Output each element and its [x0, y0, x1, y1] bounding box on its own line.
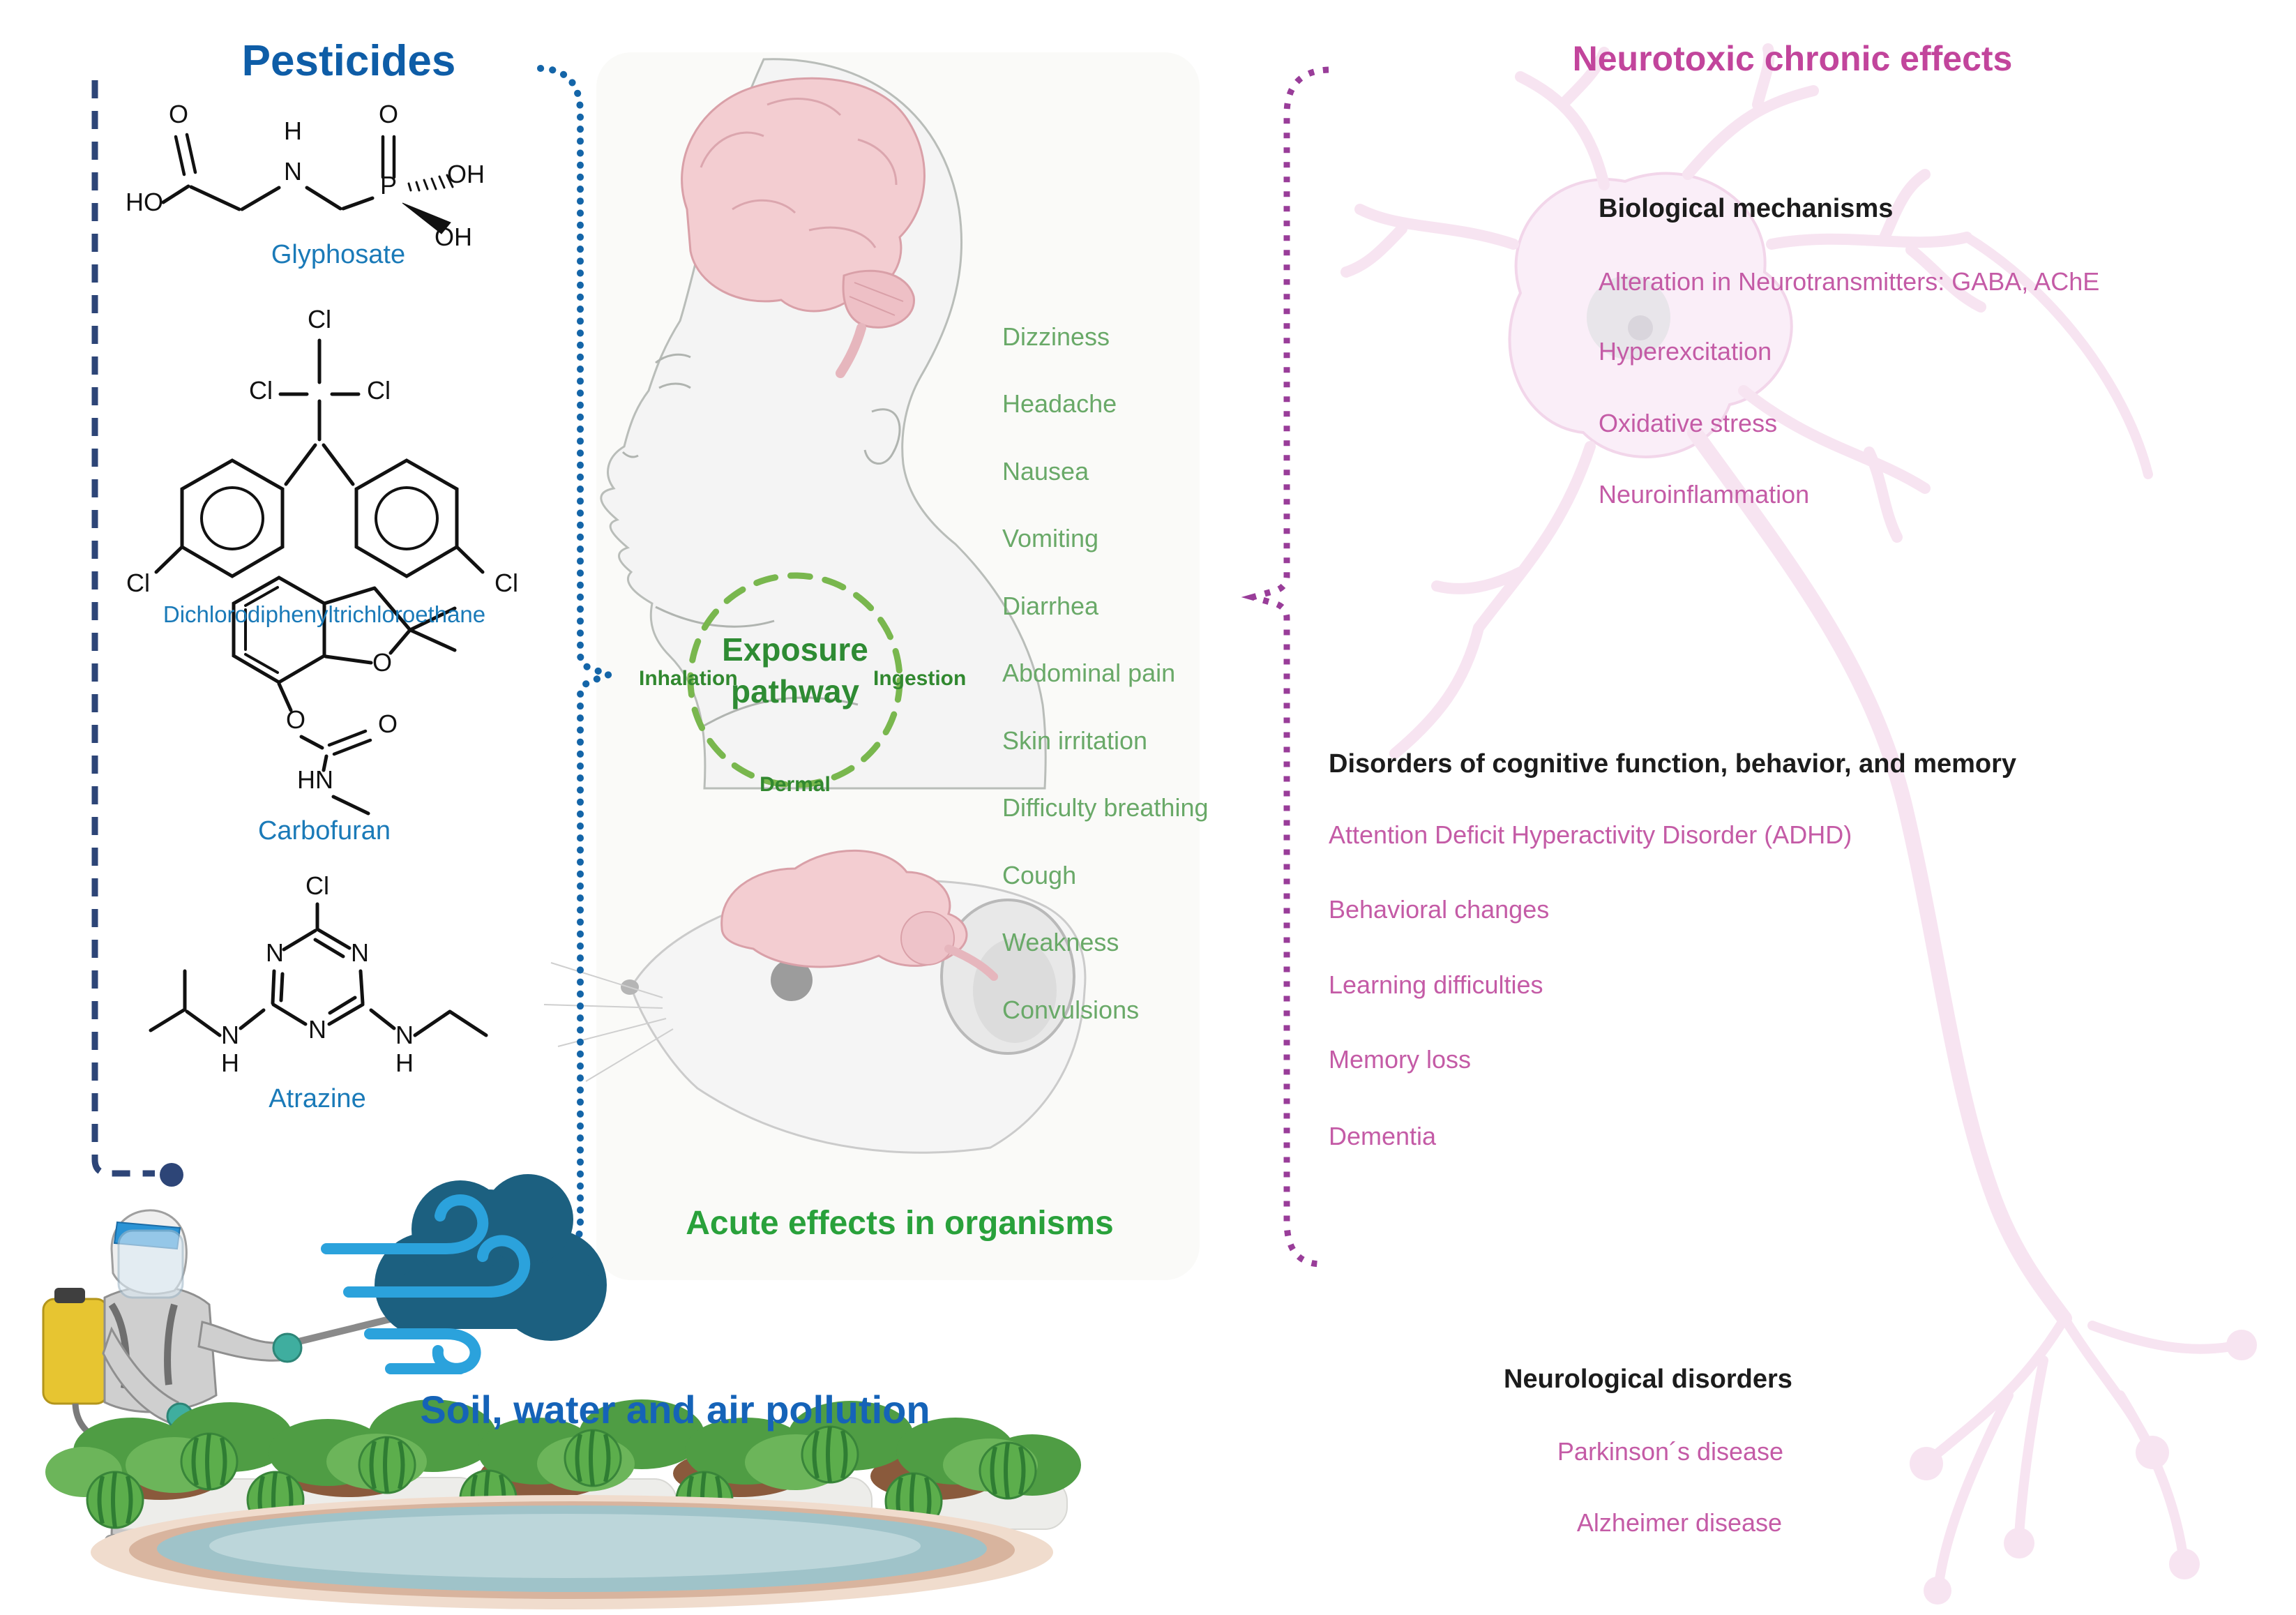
bio-mechanism-item: Oxidative stress	[1599, 409, 1778, 437]
atom-label: O	[377, 709, 398, 738]
atom-label: HN	[297, 765, 333, 794]
atom-label: Cl	[367, 376, 391, 405]
atom-label: N	[284, 157, 302, 186]
bio-mechanism-item: Hyperexcitation	[1599, 337, 1772, 366]
atom-label: N	[221, 1021, 239, 1049]
atom-label: H	[221, 1049, 239, 1077]
acute-effect-item: Nausea	[1002, 457, 1089, 486]
glyphosate-structure	[126, 100, 485, 251]
cognitive-item: Attention Deficit Hyperactivity Disorder (ADHD)	[1329, 820, 1852, 849]
ingestion-label: Ingestion	[873, 667, 967, 690]
atom-label: O	[378, 100, 399, 128]
ddt-structure	[126, 305, 518, 597]
atom-label: O	[372, 648, 393, 677]
pesticides-title: Pesticides	[241, 37, 456, 85]
atom-label: N	[351, 938, 369, 967]
pond	[91, 1495, 1053, 1609]
atom-label: HO	[126, 188, 163, 216]
atom-label: O	[285, 705, 306, 734]
atom-label: Cl	[308, 305, 331, 333]
neurotoxic-title: Neurotoxic chronic effects	[1572, 39, 2013, 78]
atom-label: Cl	[494, 569, 518, 597]
neurological-disorders-title: Neurological disorders	[1504, 1365, 1792, 1394]
atom-label: O	[168, 100, 189, 128]
face-shield	[119, 1231, 183, 1298]
atom-label: N	[308, 1015, 326, 1044]
molecule-label-carbofuran: Carbofuran	[257, 816, 391, 846]
bio-mechanism-item: Neuroinflammation	[1599, 480, 1810, 509]
atom-label: H	[395, 1049, 414, 1077]
acute-effect-item: Dizziness	[1002, 322, 1110, 351]
atom-label: P	[379, 171, 398, 200]
atom-label: Cl	[249, 376, 273, 405]
atom-label: OH	[435, 223, 472, 251]
acute-effect-item: Difficulty breathing	[1002, 793, 1209, 822]
neurological-item: Parkinson´s disease	[1557, 1437, 1784, 1466]
purple-dotted-brace	[1253, 70, 1329, 1264]
acute-effect-item: Vomiting	[1002, 524, 1099, 553]
acute-effect-item: Cough	[1002, 861, 1077, 889]
cognitive-item: Dementia	[1329, 1122, 1437, 1150]
acute-effect-item: Skin irritation	[1002, 726, 1148, 755]
sprayer-tank	[43, 1299, 107, 1404]
acute-effect-item: Convulsions	[1002, 996, 1140, 1024]
atrazine-structure	[151, 871, 486, 1077]
atom-label: Cl	[305, 871, 329, 900]
cognitive-item: Learning difficulties	[1329, 970, 1543, 999]
cognitive-item: Memory loss	[1329, 1045, 1472, 1074]
acute-effect-item: Diarrhea	[1002, 592, 1099, 620]
acute-effects-title: Acute effects in organisms	[686, 1205, 1114, 1242]
soil-water-air-caption: Soil, water and air pollution	[420, 1388, 930, 1432]
connector-end-dot	[160, 1163, 183, 1187]
atom-label: OH	[447, 160, 485, 188]
exposure-line2: pathway	[730, 673, 860, 709]
atom-label: H	[284, 117, 302, 145]
molecule-label-ddt: Dichlorodiphenyltrichloroethane	[163, 601, 486, 627]
molecule-label-atrazine: Atrazine	[269, 1084, 366, 1113]
pollution-cloud-icon	[375, 1174, 607, 1341]
acute-effect-item: Weakness	[1002, 928, 1119, 956]
dermal-label: Dermal	[760, 773, 831, 796]
molecule-label-glyphosate: Glyphosate	[271, 240, 406, 269]
acute-effect-item: Abdominal pain	[1002, 659, 1176, 687]
biological-mechanisms-title: Biological mechanisms	[1599, 194, 1894, 223]
exposure-line1: Exposure	[722, 631, 868, 668]
bio-mechanism-item: Alteration in Neurotransmitters: GABA, AChE	[1599, 267, 2100, 296]
atom-label: N	[395, 1021, 414, 1049]
navy-dashed-connector	[95, 80, 183, 1187]
cognitive-disorders-title: Disorders of cognitive function, behavior, and memory	[1329, 749, 2017, 779]
atom-label: N	[266, 938, 284, 967]
neurological-item: Alzheimer disease	[1576, 1508, 1783, 1537]
glove	[273, 1334, 301, 1362]
inhalation-label: Inhalation	[639, 667, 738, 690]
acute-effect-item: Headache	[1002, 389, 1117, 418]
atom-label: Cl	[126, 569, 150, 597]
cognitive-item: Behavioral changes	[1329, 895, 1550, 924]
